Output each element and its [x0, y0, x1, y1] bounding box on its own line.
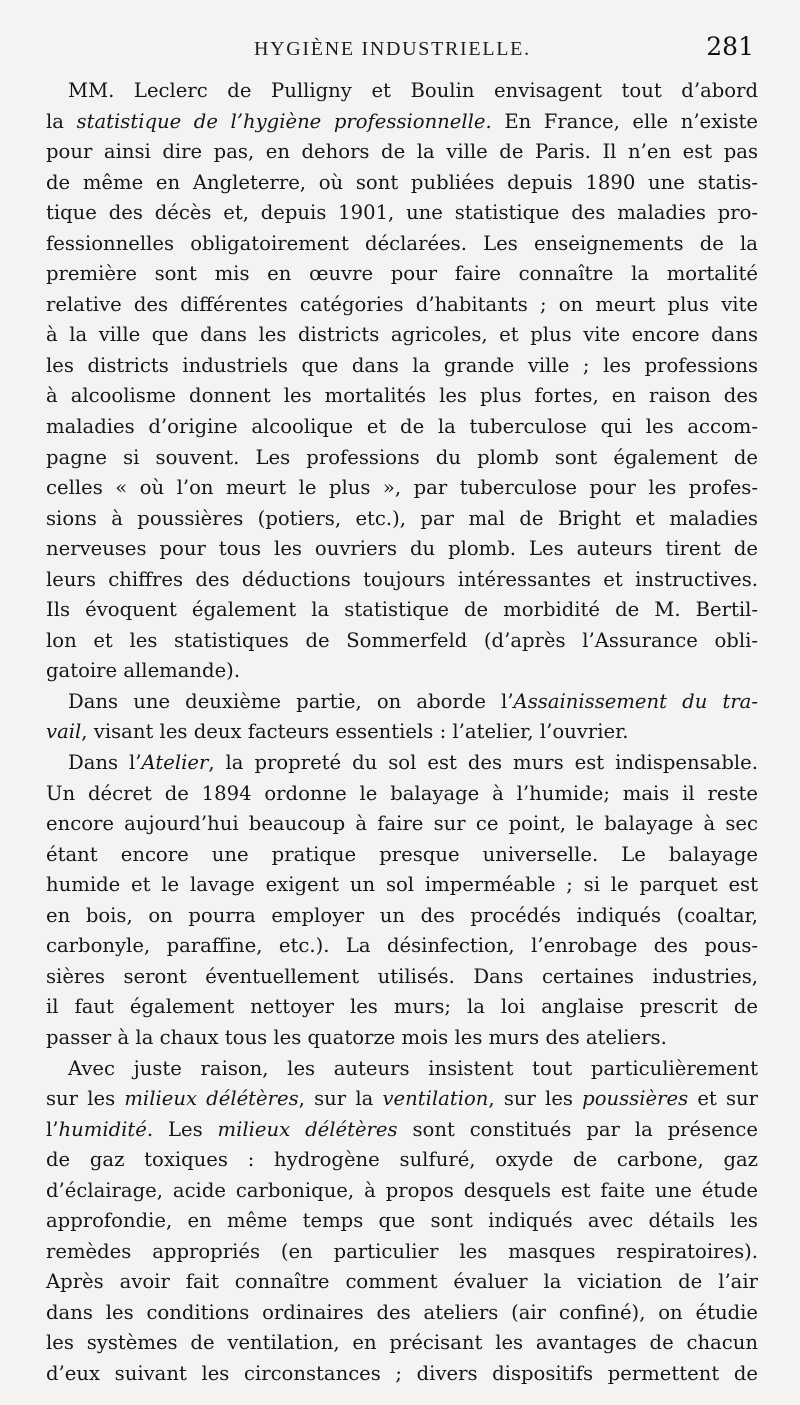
- text-line: [46, 290, 758, 321]
- text-line: [46, 1084, 758, 1115]
- text-line: [46, 901, 758, 932]
- text-line: [46, 137, 758, 168]
- text-line: [46, 1145, 758, 1176]
- text-segment: en bois, on pourra employer un des procédés indiqués (coaltar,: [46, 903, 758, 927]
- text-segment: la: [46, 109, 77, 133]
- text-segment: Après avoir fait connaître comment évaluer la viciation de l’air: [46, 1270, 758, 1294]
- text-segment: Ils évoquent également la statistique de morbidité de M. Bertil-: [46, 598, 758, 622]
- text-line: [46, 534, 758, 565]
- text-line: [46, 504, 758, 535]
- text-line: [46, 595, 758, 626]
- text-segment: nerveuses pour tous les ouvriers du plomb. Les auteurs tirent de: [46, 537, 758, 561]
- text-line: [46, 931, 758, 962]
- text-segment: , visant les deux facteurs essentiels : l’atelier, l’ouvrier.: [81, 720, 629, 744]
- running-title: HYGIÈNE INDUSTRIELLE.: [254, 38, 531, 60]
- text-line: [46, 1115, 758, 1146]
- text-line: [46, 229, 758, 260]
- text-segment: leurs chiffres des déductions toujours intéressantes et instructives.: [46, 567, 758, 591]
- text-segment: l’: [46, 1117, 59, 1141]
- italic-text: poussières: [582, 1087, 689, 1111]
- text-line: [46, 1176, 758, 1207]
- text-line: [46, 107, 758, 138]
- text-segment: lon et les statistiques de Sommerfeld (d’après l’Assurance obli-: [46, 628, 758, 652]
- text-line: [46, 473, 758, 504]
- text-segment: Un décret de 1894 ordonne le balayage à l’humide; mais il reste: [46, 781, 758, 805]
- text-line: [46, 748, 758, 779]
- text-line: [46, 779, 758, 810]
- text-segment: sières seront éventuellement utilisés. Dans certaines industries,: [46, 964, 758, 988]
- text-line: [46, 351, 758, 382]
- italic-text: milieux délétères: [124, 1087, 299, 1111]
- text-line: [46, 1237, 758, 1268]
- text-line: [46, 381, 758, 412]
- text-segment: , sur la: [298, 1087, 383, 1111]
- text-segment: de même en Angleterre, où sont publiées depuis 1890 une statis-: [46, 170, 758, 194]
- italic-text: Assainissement du tra-: [513, 689, 758, 713]
- text-segment: d’éclairage, acide carbonique, à propos desquels est faite une étude: [46, 1178, 758, 1202]
- text-line: [46, 717, 758, 748]
- text-line: [46, 1328, 758, 1359]
- text-line: [46, 1054, 758, 1085]
- text-line: [46, 76, 758, 107]
- text-line: [46, 1298, 758, 1329]
- text-segment: approfondie, en même temps que sont indiqués avec détails les: [46, 1209, 758, 1233]
- text-segment: étant encore une pratique presque universelle. Le balayage: [46, 842, 758, 866]
- italic-text: ventilation: [382, 1087, 489, 1111]
- text-segment: maladies d’origine alcoolique et de la tuberculose qui les accom-: [46, 415, 758, 439]
- text-segment: à la ville que dans les districts agricoles, et plus vite encore dans: [46, 323, 758, 347]
- text-segment: sions à poussières (potiers, etc.), par mal de Bright et maladies: [46, 506, 758, 530]
- text-line: [46, 565, 758, 596]
- text-line: [46, 168, 758, 199]
- text-segment: tique des décès et, depuis 1901, une statistique des maladies pro-: [46, 201, 758, 225]
- page-number: 281: [706, 32, 754, 61]
- italic-text: statistique de l’hygiène professionnelle.: [76, 109, 492, 133]
- text-segment: , la propreté du sol est des murs est indispensable.: [208, 751, 758, 775]
- text-segment: remèdes appropriés (en particulier les masques respiratoires).: [46, 1239, 758, 1263]
- text-segment: première sont mis en œuvre pour faire connaître la mortalité: [46, 262, 758, 286]
- text-segment: pagne si souvent. Les professions du plomb sont également de: [46, 445, 758, 469]
- text-line: [46, 1267, 758, 1298]
- text-segment: . Les: [146, 1117, 218, 1141]
- text-segment: Dans l’: [68, 751, 142, 775]
- text-segment: passer à la chaux tous les quatorze mois les murs des ateliers.: [46, 1025, 667, 1049]
- text-line: [46, 809, 758, 840]
- text-segment: celles « où l’on meurt le plus », par tuberculose pour les profes-: [46, 476, 758, 500]
- text-line: [46, 412, 758, 443]
- text-segment: Dans une deuxième partie, on aborde l’: [68, 689, 514, 713]
- text-line: [46, 1359, 758, 1390]
- italic-text: vail: [46, 720, 82, 744]
- text-line: [46, 626, 758, 657]
- text-segment: MM. Leclerc de Pulligny et Boulin envisagent tout d’abord: [68, 79, 758, 102]
- body-text: [46, 76, 758, 1390]
- text-line: [46, 992, 758, 1023]
- text-line: [46, 840, 758, 871]
- text-segment: sont constitués par la présence: [397, 1117, 758, 1141]
- text-line: [46, 259, 758, 290]
- text-line: [46, 198, 758, 229]
- text-segment: les districts industriels que dans la grande ville ; les professions: [46, 353, 758, 377]
- text-segment: sur les: [46, 1087, 125, 1111]
- text-segment: à alcoolisme donnent les mortalités les plus fortes, en raison des: [46, 384, 758, 408]
- text-segment: dans les conditions ordinaires des ateliers (air confiné), on étudie: [46, 1300, 758, 1324]
- text-line: [46, 687, 758, 718]
- italic-text: milieux délétères: [217, 1117, 398, 1141]
- italic-text: humidité: [58, 1117, 147, 1141]
- text-line: [46, 1206, 758, 1237]
- text-segment: relative des différentes catégories d’habitants ; on meurt plus vite: [46, 292, 758, 316]
- text-segment: gatoire allemande).: [46, 659, 241, 683]
- text-line: [46, 870, 758, 901]
- text-segment: pour ainsi dire pas, en dehors de la ville de Paris. Il n’en est pas: [46, 140, 758, 164]
- text-segment: Avec juste raison, les auteurs insistent tout particulièrement: [68, 1056, 758, 1080]
- text-segment: En France, elle n’existe: [491, 109, 758, 133]
- text-segment: fessionnelles obligatoirement déclarées. Les enseignements de la: [46, 231, 758, 255]
- page-header: [0, 32, 800, 68]
- text-segment: encore aujourd’hui beaucoup à faire sur ce point, le balayage à sec: [46, 812, 758, 836]
- text-segment: , sur les: [488, 1087, 583, 1111]
- text-segment: et sur: [688, 1087, 759, 1111]
- text-segment: d’eux suivant les circonstances ; divers dispositifs permettent de: [46, 1361, 758, 1385]
- text-line: [46, 320, 758, 351]
- text-segment: il faut également nettoyer les murs; la loi anglaise prescrit de: [46, 995, 758, 1019]
- text-segment: les systèmes de ventilation, en précisant les avantages de chacun: [46, 1331, 758, 1355]
- text-line: [46, 962, 758, 993]
- text-line: [46, 443, 758, 474]
- text-segment: carbonyle, paraffine, etc.). La désinfection, l’enrobage des pous-: [46, 934, 758, 958]
- text-segment: humide et le lavage exigent un sol imperméable ; si le parquet est: [46, 873, 758, 897]
- italic-text: Atelier: [141, 751, 209, 775]
- text-line: [46, 656, 758, 687]
- text-line: [46, 1023, 758, 1054]
- text-segment: de gaz toxiques : hydrogène sulfuré, oxyde de carbone, gaz: [46, 1148, 758, 1172]
